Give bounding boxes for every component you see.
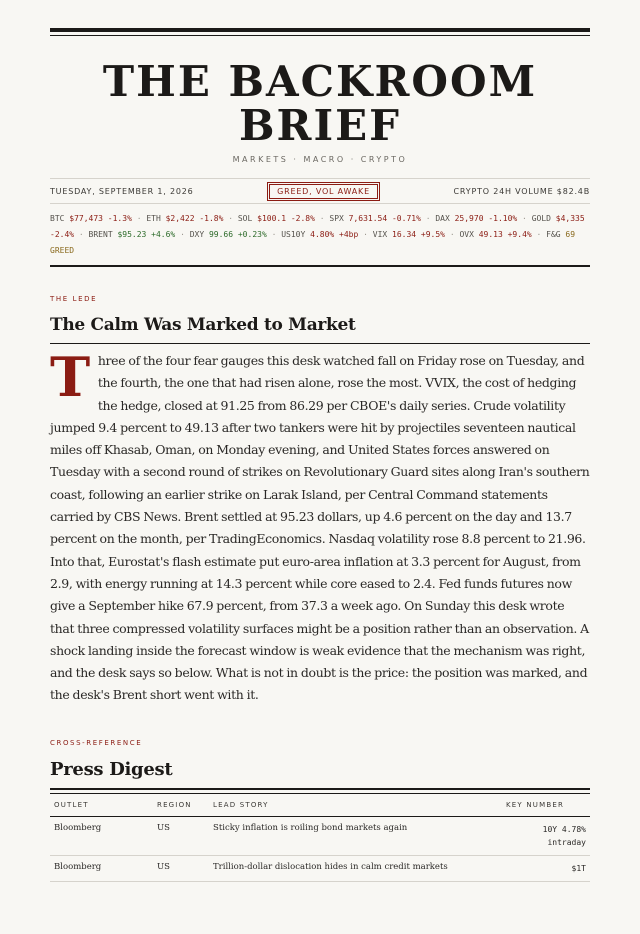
crypto-volume: CRYPTO 24H VOLUME $82.4B <box>453 186 590 196</box>
col-region: REGION <box>153 793 209 816</box>
lede-body <box>50 345 590 707</box>
dateline <box>50 178 590 204</box>
ticker-symbol: VIX <box>372 230 393 239</box>
ticker-separator: · <box>445 230 460 239</box>
ticker-symbol: SOL <box>237 214 258 223</box>
key-number-value: 10Y 4.78% <box>542 824 586 834</box>
lede-kicker: THE LEDE <box>50 295 98 303</box>
ticker-symbol: OVX <box>459 230 479 239</box>
market-mood-badge: GREED, VOL AWAKE <box>269 184 378 199</box>
ticker-item-brent <box>89 230 176 239</box>
cell-region: US <box>153 855 209 881</box>
ticker-symbol: BRENT <box>88 230 118 239</box>
ticker-item-dxy <box>190 230 267 239</box>
lede-headline: The Calm Was Marked to Market <box>50 315 590 344</box>
digest-headline: Press Digest <box>50 759 590 790</box>
page <box>50 28 590 882</box>
masthead-title-line2: BRIEF <box>239 101 401 150</box>
cell-key-number <box>502 855 590 881</box>
masthead-rule-thick <box>50 28 590 32</box>
ticker-separator: · <box>420 214 436 223</box>
ticker-price: 25,970 -1.10% <box>454 214 518 223</box>
ticker-item-us10y <box>281 230 358 239</box>
col-outlet: OUTLET <box>50 793 153 816</box>
drop-cap: T <box>50 345 90 409</box>
ticker-separator: · <box>74 230 89 239</box>
ticker-symbol: F&G <box>546 230 566 239</box>
ticker-price: $95.23 +4.6% <box>117 230 176 239</box>
masthead-rule-thin <box>50 35 590 36</box>
digest-kicker: CROSS-REFERENCE <box>50 738 143 747</box>
ticker-item-vix <box>373 230 445 239</box>
ticker-separator: · <box>131 214 147 223</box>
ticker-separator: · <box>266 230 282 239</box>
ticker-price: $2,422 -1.8% <box>165 214 224 223</box>
lede-text: hree of the four fear gauges this desk watched fall on Friday rose on Tuesday, and the fourth, the one that had risen alone, rose the most. VVIX, the cost of hedging the hedge, closed at 91.25 from 86.29 per CBOE's daily series. Crude volatility jumped 9.4 percent to 49.13 after two tankers were hit by projectiles seventeen nautical miles off Khasab, Oman, on Monday evening, and United States forces answered on Tuesday with a second round of strikes on Revolutionary Guard sites along Iran's southern coast, following an earlier strike on Larak Island, per Central Command statements carried by CBS News. Brent settled at 95.23 dollars, up 4.6 percent on the day and 13.7 percent on the month, per TradingEconomics. Nasdaq volatility rose 8.8 percent to 21.96. Into that, Eurostat's flash estimate put euro-area inflation at 3.3 percent for August, from 2.9, with energy running at 14.3 percent while core eased to 2.4. Fed funds futures now give a September hike 67.9 percent, from 37.3 a week ago. On Sunday this desk wrote that three compressed volatility surfaces might be a position rather than an observation. A shock landing inside the forecast window is weak evidence that the mechanism was right, and the desk says so below. What is not in doubt is the price: the position was marked, and the desk's Brent short went with it. <box>50 353 590 703</box>
masthead-title-line1: THE BACKROOM <box>102 57 538 106</box>
masthead-tagline: MARKETS · MACRO · CRYPTO <box>232 155 408 164</box>
cell-story: Sticky inflation is roiling bond markets again <box>209 816 502 855</box>
cell-region: US <box>153 816 209 855</box>
ticker-price: 4.80% +4bp <box>310 230 359 239</box>
ticker-symbol: BTC <box>50 214 70 223</box>
ticker-price: 99.66 +0.23% <box>208 230 267 239</box>
ticker-separator: · <box>358 230 373 239</box>
press-digest-table <box>50 793 590 882</box>
ticker-symbol: GOLD <box>531 214 556 223</box>
col-key-number: KEY NUMBER <box>502 793 590 816</box>
ticker-item-sol <box>238 214 315 223</box>
ticker-separator: · <box>517 214 532 223</box>
issue-date: TUESDAY, SEPTEMBER 1, 2026 <box>50 186 194 196</box>
ticker-price: 49.13 +9.4% <box>478 230 532 239</box>
ticker-separator: · <box>175 230 190 239</box>
cell-outlet: Bloomberg <box>50 816 153 855</box>
ticker-item-dax <box>435 214 517 223</box>
ticker-symbol: DAX <box>435 214 455 223</box>
ticker-symbol: ETH <box>146 214 166 223</box>
ticker-separator: · <box>531 230 547 239</box>
ticker-price: $4,335 -2.4% <box>50 214 585 239</box>
table-row <box>50 816 590 855</box>
ticker-separator: · <box>314 214 330 223</box>
ticker-item-btc <box>50 214 132 223</box>
ticker-item-spx <box>329 214 421 223</box>
ticker-item-ovx <box>459 230 531 239</box>
market-ticker <box>50 211 590 265</box>
masthead-title <box>50 57 590 150</box>
ticker-price: 16.34 +9.5% <box>392 230 445 239</box>
table-row <box>50 855 590 881</box>
ticker-price: 7,631.54 -0.71% <box>348 214 421 223</box>
ticker-symbol: US10Y <box>281 230 311 239</box>
ticker-rule <box>50 265 590 267</box>
cell-key-number <box>502 816 590 855</box>
ticker-separator: · <box>223 214 238 223</box>
ticker-symbol: DXY <box>189 230 209 239</box>
ticker-symbol: SPX <box>329 214 349 223</box>
cell-outlet: Bloomberg <box>50 855 153 881</box>
key-number-note: intraday <box>547 837 586 847</box>
ticker-item-eth <box>146 214 223 223</box>
cell-story: Trillion-dollar dislocation hides in calm credit markets <box>209 855 502 881</box>
col-lead-story: LEAD STORY <box>209 793 502 816</box>
ticker-price: $100.1 -2.8% <box>257 214 315 223</box>
ticker-price: 69 GREED <box>50 230 576 255</box>
key-number-value: $1T <box>571 863 586 873</box>
ticker-price: $77,473 -1.3% <box>69 214 132 223</box>
table-header-row <box>50 793 590 816</box>
